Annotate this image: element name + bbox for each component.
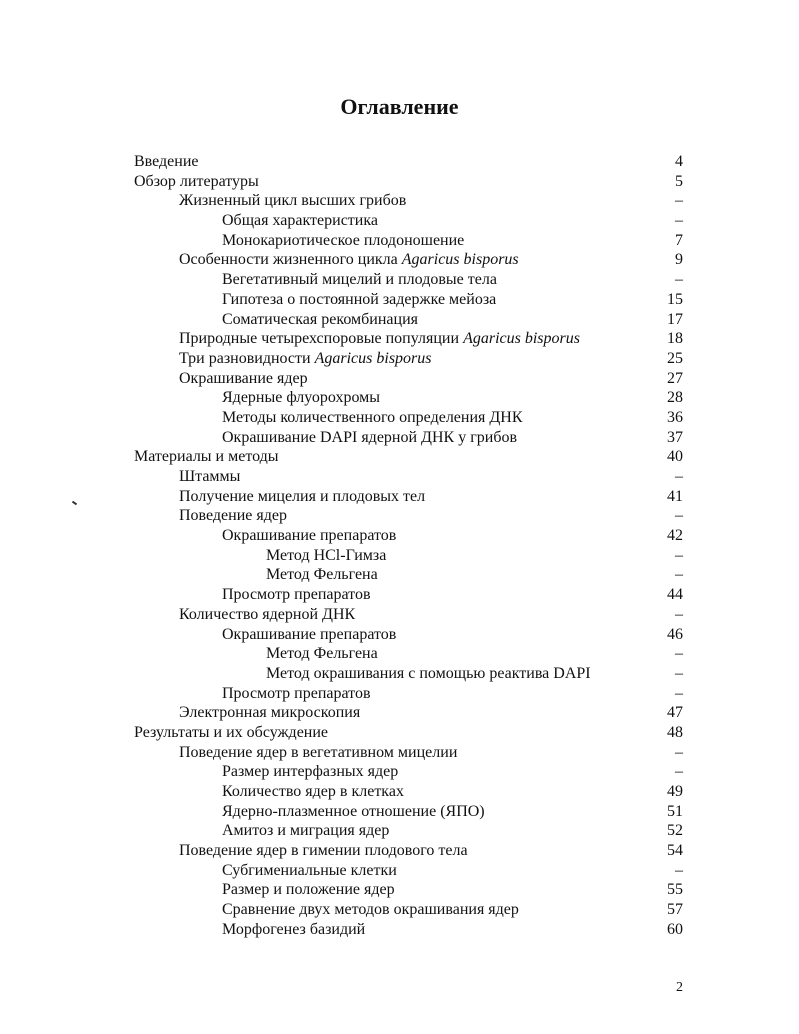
toc-entry-text bbox=[179, 250, 519, 270]
toc-entry-text: Просмотр препаратов bbox=[222, 586, 371, 604]
toc-entry bbox=[0, 231, 799, 251]
toc-entry-page: 27 bbox=[667, 369, 683, 387]
toc-entry-page: 44 bbox=[667, 586, 683, 604]
toc-entry bbox=[0, 506, 799, 526]
toc-entry-page: – bbox=[675, 212, 683, 230]
toc-entry-text: Субгимениальные клетки bbox=[222, 861, 397, 879]
toc-entry bbox=[0, 270, 799, 290]
toc-entry bbox=[0, 802, 799, 822]
toc-entry-text: Метод Фельгена bbox=[266, 566, 378, 584]
toc-entry bbox=[0, 762, 799, 782]
toc-entry-text: Обзор литературы bbox=[134, 172, 259, 190]
toc-entry-page: 28 bbox=[667, 389, 683, 407]
toc-entry bbox=[0, 703, 799, 723]
toc-entry bbox=[0, 467, 799, 487]
toc-entry-page: – bbox=[675, 468, 683, 485]
toc-entry bbox=[0, 920, 799, 940]
toc-entry-text: Результаты и их обсуждение bbox=[134, 723, 329, 741]
toc-entry-text: Введение bbox=[134, 153, 199, 170]
toc-entry bbox=[0, 310, 799, 330]
toc-entry-page: – bbox=[675, 645, 683, 663]
toc-entry bbox=[0, 447, 799, 467]
toc-entry-text: Морфогенез базидий bbox=[222, 920, 366, 938]
toc-entry bbox=[0, 723, 799, 743]
toc-entry-page: – bbox=[675, 684, 683, 702]
toc-entry-page: 51 bbox=[667, 802, 683, 820]
toc-entry-page: – bbox=[675, 507, 683, 525]
toc-entry bbox=[0, 644, 799, 664]
toc-entry-text: Электронная микроскопия bbox=[179, 704, 361, 722]
toc-entry-text: Ядерно-плазменное отношение (ЯПО) bbox=[222, 802, 485, 820]
toc-entry-page: – bbox=[675, 861, 683, 879]
toc-entry-text: Метод HCl-Гимза bbox=[266, 546, 387, 564]
toc-entry-page: 9 bbox=[675, 251, 683, 269]
toc-entry-text: Метод Фельгена bbox=[266, 645, 378, 663]
toc-entry-text: Окрашивание препаратов bbox=[222, 527, 397, 545]
toc-entry-text: Сравнение двух методов окрашивания ядер bbox=[222, 901, 519, 919]
toc-entry-text-plain: Особенности жизненного цикла bbox=[179, 251, 402, 269]
toc-entry-text: Ядерные флуорохромы bbox=[222, 389, 381, 407]
toc-entry-page: 5 bbox=[675, 172, 683, 190]
toc-entry bbox=[0, 487, 799, 507]
toc-entry bbox=[0, 329, 799, 349]
toc-entry bbox=[0, 172, 799, 192]
toc-entry-page: 40 bbox=[667, 448, 683, 466]
toc-entry bbox=[0, 369, 799, 389]
table-of-contents bbox=[0, 152, 799, 940]
toc-entry bbox=[0, 684, 799, 704]
toc-entry bbox=[0, 250, 799, 270]
toc-entry-text: Поведение ядер в гимении плодового тела bbox=[179, 842, 468, 860]
toc-entry-page: 15 bbox=[667, 290, 683, 308]
toc-entry bbox=[0, 211, 799, 231]
toc-entry bbox=[0, 743, 799, 763]
toc-entry bbox=[0, 821, 799, 841]
page-title: Оглавление bbox=[340, 94, 459, 119]
toc-entry-text: Материалы и методы bbox=[134, 448, 279, 466]
toc-entry bbox=[0, 388, 799, 408]
toc-entry-text: Количество ядер в клетках bbox=[222, 783, 404, 800]
toc-entry-page: 41 bbox=[667, 487, 683, 505]
toc-entry-text: Получение мицелия и плодовых тел bbox=[179, 487, 426, 505]
toc-entry-text: Количество ядерной ДНК bbox=[179, 605, 356, 623]
toc-entry-text-plain: Три разновидности bbox=[179, 349, 315, 367]
toc-entry-page: 47 bbox=[667, 704, 683, 722]
toc-entry bbox=[0, 880, 799, 900]
toc-entry-page: – bbox=[675, 664, 683, 682]
toc-entry-page: 49 bbox=[667, 783, 683, 800]
toc-entry bbox=[0, 841, 799, 861]
toc-entry-text: Соматическая рекомбинация bbox=[222, 310, 418, 328]
toc-entry-text: Общая характеристика bbox=[222, 212, 378, 230]
toc-entry-page: 57 bbox=[667, 901, 683, 919]
toc-entry-text: Метод окрашивания с помощью реактива DAPI bbox=[266, 664, 591, 682]
toc-entry-page: – bbox=[675, 605, 683, 623]
toc-entry bbox=[0, 152, 799, 172]
toc-entry-page: 4 bbox=[675, 153, 683, 170]
toc-entry bbox=[0, 349, 799, 369]
toc-entry-page: 54 bbox=[667, 842, 683, 860]
toc-entry-text: Вегетативный мицелий и плодовые тела bbox=[222, 271, 497, 289]
toc-entry-text-plain: Природные четырехспоровые популяции bbox=[179, 330, 464, 348]
toc-entry-text: Амитоз и миграция ядер bbox=[222, 822, 390, 840]
toc-entry-page: – bbox=[675, 743, 683, 761]
toc-entry-page: 25 bbox=[667, 349, 683, 367]
toc-entry bbox=[0, 605, 799, 625]
toc-entry-text: Жизненный цикл высших грибов bbox=[179, 192, 407, 210]
toc-entry-page: 52 bbox=[667, 822, 683, 840]
toc-entry-page: – bbox=[675, 566, 683, 584]
toc-entry bbox=[0, 428, 799, 448]
toc-entry bbox=[0, 782, 799, 802]
toc-entry-page: – bbox=[675, 271, 683, 289]
toc-entry-text: Просмотр препаратов bbox=[222, 684, 371, 702]
toc-entry-text bbox=[179, 329, 580, 349]
toc-entry bbox=[0, 585, 799, 605]
toc-entry bbox=[0, 565, 799, 585]
toc-entry bbox=[0, 290, 799, 310]
toc-entry-page: 37 bbox=[667, 428, 683, 446]
toc-entry-text: Поведение ядер bbox=[179, 507, 287, 525]
toc-entry-page: 7 bbox=[675, 231, 683, 249]
toc-entry-page: 46 bbox=[667, 625, 683, 643]
toc-entry-page: 48 bbox=[667, 723, 683, 741]
toc-entry bbox=[0, 546, 799, 566]
toc-entry-text: Штаммы bbox=[179, 468, 241, 485]
page-number: 2 bbox=[676, 980, 683, 995]
toc-entry bbox=[0, 861, 799, 881]
toc-entry bbox=[0, 625, 799, 645]
toc-entry bbox=[0, 191, 799, 211]
toc-entry-page: – bbox=[675, 546, 683, 564]
toc-entry-page: – bbox=[675, 763, 683, 781]
toc-entry bbox=[0, 408, 799, 428]
toc-entry-text: Гипотеза о постоянной задержке мейоза bbox=[222, 290, 497, 308]
toc-entry-page: 36 bbox=[667, 408, 683, 426]
toc-entry-text: Методы количественного определения ДНК bbox=[222, 408, 523, 426]
toc-entry-text: Монокариотическое плодоношение bbox=[222, 231, 465, 249]
toc-entry-page: 55 bbox=[667, 881, 683, 899]
toc-entry bbox=[0, 664, 799, 684]
toc-entry-page: 42 bbox=[667, 527, 683, 545]
toc-entry-text: Размер интерфазных ядер bbox=[222, 763, 399, 781]
toc-entry bbox=[0, 900, 799, 920]
toc-entry-text-italic: Agaricus bisporus bbox=[463, 330, 580, 348]
toc-entry-text: Размер и положение ядер bbox=[222, 881, 395, 899]
toc-entry-page: 60 bbox=[667, 920, 683, 938]
toc-entry bbox=[0, 526, 799, 546]
toc-entry-page: 17 bbox=[667, 310, 683, 328]
toc-entry-text: Окрашивание препаратов bbox=[222, 625, 397, 643]
toc-entry-text: Поведение ядер в вегетативном мицелии bbox=[179, 743, 458, 761]
toc-entry-text bbox=[179, 349, 432, 369]
toc-entry-text: Окрашивание ядер bbox=[179, 369, 308, 387]
toc-entry-page: 18 bbox=[667, 330, 683, 348]
toc-entry-text-italic: Agaricus bisporus bbox=[314, 349, 432, 367]
toc-entry-page: – bbox=[675, 192, 683, 210]
toc-entry-text: Окрашивание DAPI ядерной ДНК у грибов bbox=[222, 428, 518, 446]
toc-entry-text-italic: Agaricus bisporus bbox=[401, 251, 519, 269]
